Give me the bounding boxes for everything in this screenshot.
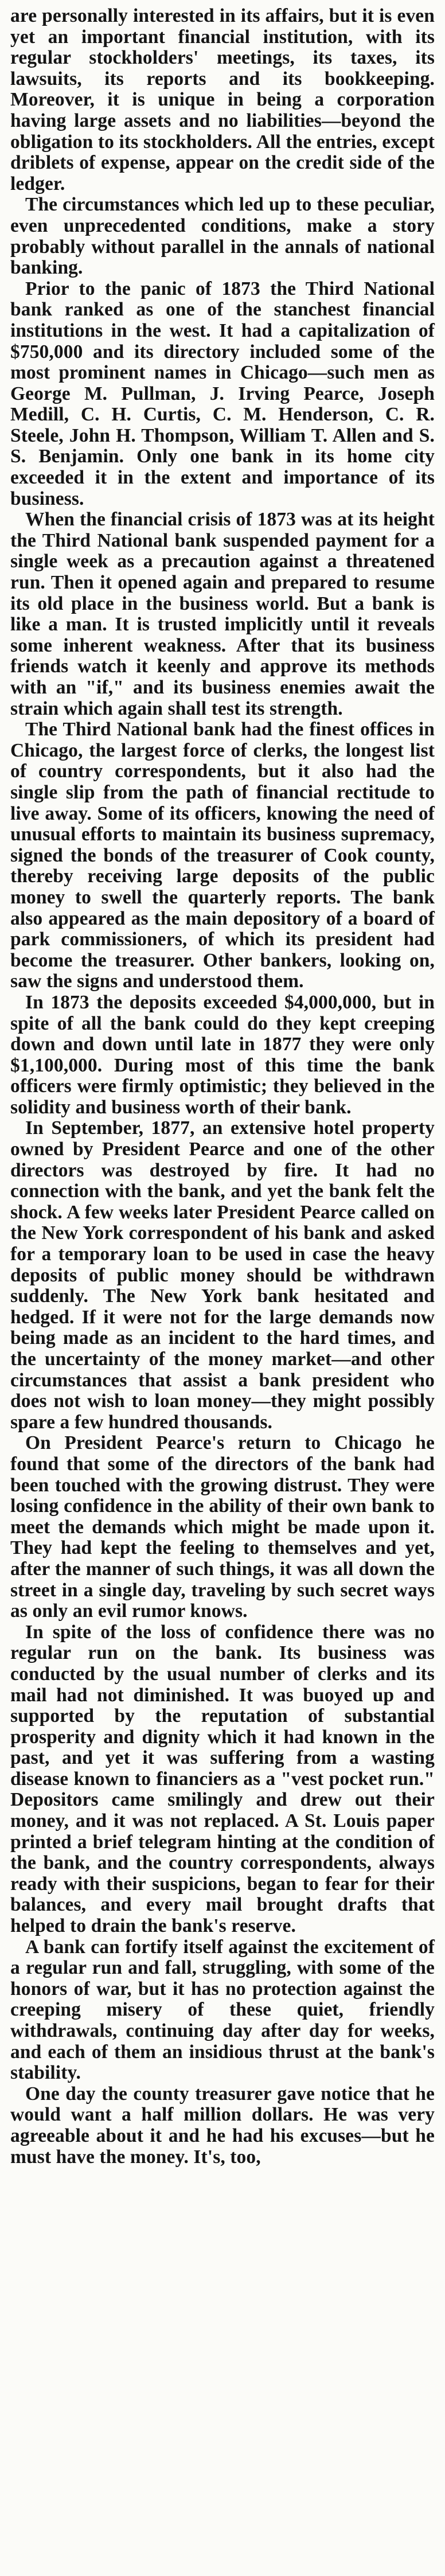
article-paragraph: When the financial crisis of 1873 was at its height the Third National bank suspended payment for a single week as a precaution against a threatened run. Then it opened again and prepared to resume its old place in the business world. But a bank is like a man. It is trusted implicitly until it reveals some inherent weakness. After that its business friends watch it keenly and approve its methods with an "if," and its business enemies await the strain which again shall test its strength. — [10, 509, 435, 719]
article-paragraph: One day the county treasurer gave notice that he would want a half million dollars. He was very agreeable about it and he had his excuses—but he must have the money. It's, too, — [10, 2083, 435, 2168]
article-paragraph: In spite of the loss of confidence there was no regular run on the bank. Its business was conducted by the usual number of clerks and its mail had not diminished. It was buoyed up and supported by the reputation of substantial prosperity and dignity which it had known in the past, and yet it was suffering from a wasting disease known to financiers as a "vest pocket run." Depositors came smilingly and drew out their money, and it was not replaced. A St. Louis paper printed a brief telegram hinting at the condition of the bank, and the country correspondents, always ready with their suspicions, began to fear for their balances, and every mail brought drafts that helped to drain the bank's reserve. — [10, 1621, 435, 1937]
article-paragraph: The Third National bank had the finest offices in Chicago, the largest force of clerks, the longest list of country correspondents, but it also had the single slip from the path of financial rectitude to live away. Some of its officers, knowing the need of unusual efforts to maintain its business supremacy, signed the bonds of the treasurer of Cook county, thereby receiving large deposits of the public money to swell the quarterly reports. The bank also appeared as the main depository of a board of park commissioners, of which its president had become the treasurer. Other bankers, looking on, saw the signs and understood them. — [10, 719, 435, 992]
article-paragraph: A bank can fortify itself against the excitement of a regular run and fall, struggling, with some of the honors of war, but it has no protection against the creeping misery of these quiet, friendly withdrawals, continuing day after day for weeks, and each of them an insidious thrust at the bank's stability. — [10, 1936, 435, 2084]
article-paragraph: On President Pearce's return to Chicago he found that some of the directors of the bank had been touched with the growing distrust. They were losing confidence in the ability of their own bank to meet the demands which might be made upon it. They had kept the feeling to themselves and yet, after the manner of such things, it was all down the street in a single day, traveling by such secret ways as only an evil rumor knows. — [10, 1432, 435, 1622]
article-column — [10, 6, 435, 2168]
article-paragraph: In September, 1877, an extensive hotel property owned by President Pearce and one of the other directors was destroyed by fire. It had no connection with the bank, and yet the bank felt the shock. A few weeks later President Pearce called on the New York correspondent of his bank and asked for a temporary loan to be used in case the heavy deposits of public money should be withdrawn suddenly. The New York bank hesitated and hedged. If it were not for the large demands now being made as an incident to the hard times, and the uncertainty of the money market—and other circumstances that assist a bank president who does not wish to loan money—they might possibly spare a few hundred thousands. — [10, 1117, 435, 1433]
article-paragraph: In 1873 the deposits exceeded $4,000,000, but in spite of all the bank could do they kept creeping down and down until late in 1877 they were only $1,100,000. During most of this time the bank officers were firmly optimistic; they believed in the solidity and business worth of their bank. — [10, 991, 435, 1118]
article-paragraph: The circumstances which led up to these peculiar, even unprecedented conditions, make a story probably without parallel in the annals of national banking. — [10, 194, 435, 279]
article-paragraph: Prior to the panic of 1873 the Third National bank ranked as one of the stanchest financial institutions in the west. It had a capitalization of $750,000 and its directory included some of the most prominent names in Chicago—such men as George M. Pullman, J. Irving Pearce, Joseph Medill, C. H. Curtis, C. M. Henderson, C. R. Steele, John H. Thompson, William T. Allen and S. S. Benjamin. Only one bank in its home city exceeded it in the extent and importance of its business. — [10, 278, 435, 509]
article-paragraph-continuation: are personally interested in its affairs, but it is even yet an important financial institution, with its regular stockholders' meetings, its taxes, its lawsuits, its reports and its bookkeeping. Moreover, it is unique in being a corporation having large assets and no liabilities—beyond the obligation to its stockholders. All the entries, except driblets of expense, appear on the credit side of the ledger. — [10, 5, 435, 194]
